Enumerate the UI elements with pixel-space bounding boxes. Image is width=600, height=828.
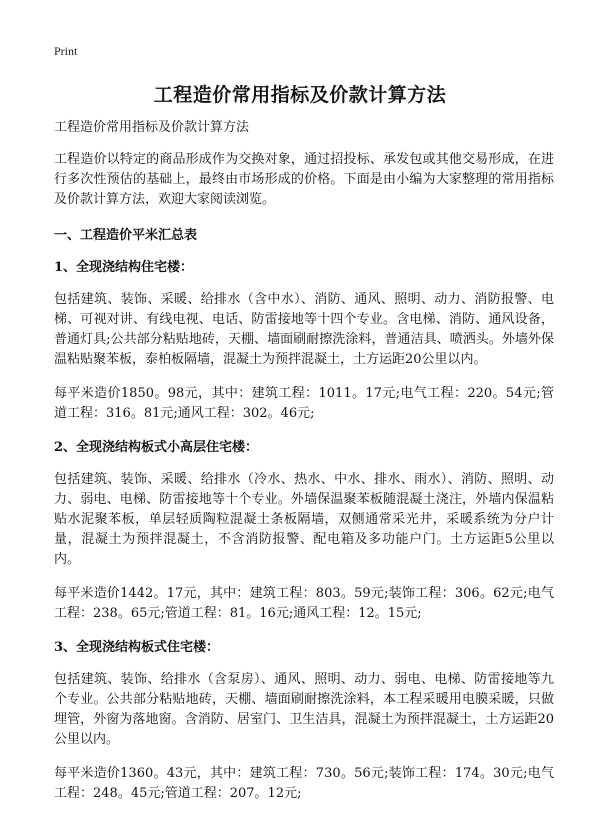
item-heading: 2、全现浇结构板式小高层住宅楼： bbox=[54, 440, 259, 455]
item-description: 包括建筑、装饰、采暖、给排水（冷水、热水、中水、排水、雨水）、消防、照明、动力、弱电、电梯、防雷接地等十个专业。外墙保温聚苯板随混凝土浇注，外墙内保温粘贴水泥聚苯板，单层轻质陶粒混凝土条板隔墙，双侧通常采光井，采暖系统为分户计量，混凝土为预拌混凝土，不含消防报警、配电箱及多功能户门。土方运距5公里以内。 bbox=[54, 472, 554, 567]
article-subtitle: 工程造价常用指标及价款计算方法 bbox=[54, 120, 250, 135]
article-body bbox=[54, 118, 554, 818]
item-price: 每平米造价1850。98元，其中：建筑工程：1011。17元;电气工程：220。54元;管道工程：316。81元;通风工程：302。46元; bbox=[54, 386, 554, 421]
item-price: 每平米造价1442。17元，其中：建筑工程：803。59元;装饰工程：306。62元;电气工程：238。65元;管道工程：81。16元;通风工程：12。15元; bbox=[54, 586, 554, 621]
item-heading: 3、全现浇结构板式住宅楼： bbox=[54, 640, 220, 655]
print-link[interactable]: Print bbox=[54, 44, 78, 58]
list-item bbox=[54, 638, 554, 804]
item-price: 每平米造价1360。43元，其中：建筑工程：730。56元;装饰工程：174。30元;电气工程：248。45元;管道工程：207。12元; bbox=[54, 766, 554, 801]
section-heading: 一、工程造价平米汇总表 bbox=[54, 228, 198, 243]
list-item bbox=[54, 258, 554, 424]
item-heading: 1、全现浇结构住宅楼： bbox=[54, 260, 194, 275]
item-description: 包括建筑、装饰、给排水（含泵房）、通风、照明、动力、弱电、电梯、防雷接地等九个专业。公共部分粘贴地砖，天棚、墙面刷耐擦洗涂料，本工程采暖用电膜采暖，只做埋管，外窗为落地窗。含消防、居室门、卫生洁具，混凝土为预拌混凝土，土方运距20公里以内。 bbox=[54, 672, 554, 747]
page-title: 工程造价常用指标及价款计算方法 bbox=[153, 84, 447, 106]
item-description: 包括建筑、装饰、采暖、给排水（含中水）、消防、通风、照明、动力、消防报警、电梯、可视对讲、有线电视、电话、防雷接地等十四个专业。含电梯、消防、通风设备，普通灯具;公共部分粘贴地砖，天棚、墙面刷耐擦洗涂料，普通洁具、喷洒头。外墙外保温粘贴聚苯板，泰柏板隔墙，混凝土为预拌混凝土，土方运距20公里以内。 bbox=[54, 292, 554, 367]
list-item bbox=[54, 438, 554, 624]
intro-paragraph: 工程造价以特定的商品形成作为交换对象，通过招投标、承发包或其他交易形成，在进行多次性预估的基础上，最终由市场形成的价格。下面是由小编为大家整理的常用指标及价款计算方法，欢迎大家阅读浏览。 bbox=[54, 152, 554, 207]
